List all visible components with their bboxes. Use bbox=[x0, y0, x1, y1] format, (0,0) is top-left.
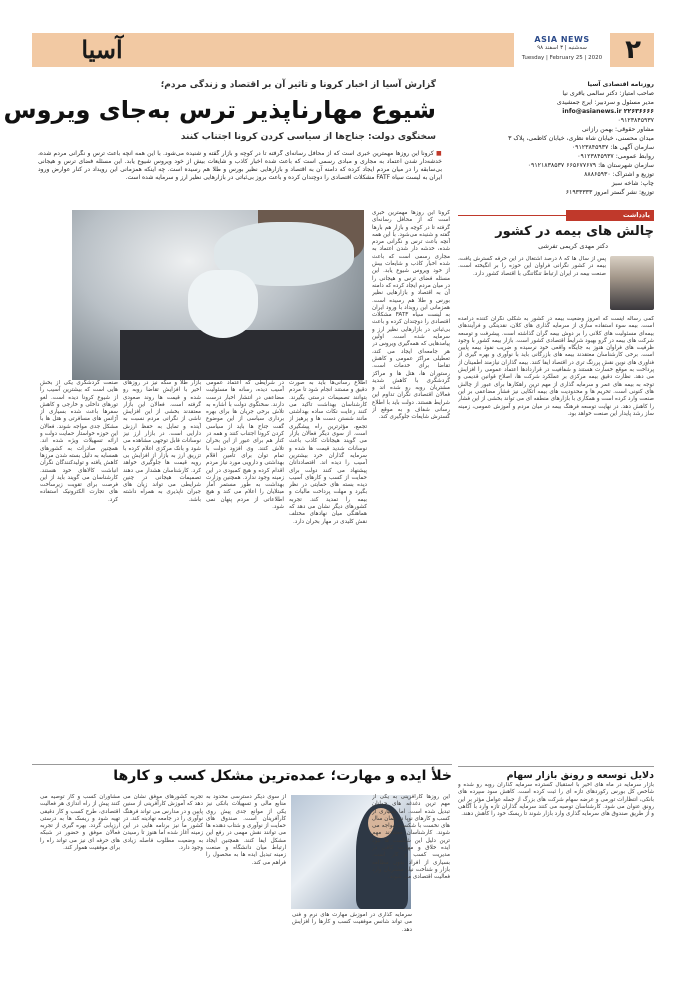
paper-name: ASIA NEWS bbox=[534, 35, 590, 44]
main-kicker: گزارش آسیا از اخبار کرونا و تاثیر آن بر اقتصاد و زندگی مردم؛ bbox=[160, 80, 436, 90]
market-article-body: بازار سرمایه در ماه های اخیر با استقبال گسترده سرمایه گذاران روبه رو شده و شاخص کل بورس رکوردهای تازه ای را ثبت کرده است. کاهش سود سپرده های بانکی، انتظارات تورمی و عرضه سهام شرکت های بزرگ از جمله عوامل مؤثر بر این رونق عنوان می شود. کارشناسان توصیه می کنند سرمایه گذاران تازه وارد با آگاهی و از طریق صندوق های سرمایه گذاری وارد بازار شوند تا ریسک خود را کاهش دهند. bbox=[458, 782, 654, 818]
sidebar-body: کمی رساله ایست که امروز وضعیت بیمه در کشور به شکلی نگران کننده درآمده است. بیمه سوء استفاده سازی از سرمایه گذاری های کلان، نقدینگی و فرآیندهای بیمه‌ای مسئولیت های کلانی را بر دوش بیمه گران گذاشته است. پیشرفت و توسعه شرکت های بیمه در گرو بهبود شرایط اقتصادی کشور است. بازار بیمه کشور با وجود ظرفیت های فراوان هنوز به جایگاه واقعی خود نرسیده و ضریب نفوذ بیمه پایین است. برخی کارشناسان معتقدند بیمه های بازرگانی باید با نوآوری و بهره گیری از فناوری های نوین نقش پررنگ تری در اقتصاد ایفا کنند. بیمه گذاران نیازمند اطمینان از پرداخت به موقع خسارت هستند و شفافیت در قراردادها اعتماد عمومی را افزایش می دهد. نظارت دقیق بیمه مرکزی بر عملکرد شرکت ها، اصلاح قوانین قدیمی و توجه به بیمه های عمر و سرمایه گذاری از مهم ترین راهکارها برای عبور از چالش های کنونی است. تحریم ها و محدودیت های بیمه اتکایی نیز فشار مضاعفی بر این صنعت وارد کرده است و همکاری با بازارهای منطقه ای می تواند بخشی از این فشار را کاهش دهد. در نهایت توسعه فرهنگ بیمه در میان مردم و آموزش عمومی، زمینه ساز رشد پایدار این صنعت خواهد بود. bbox=[458, 316, 654, 417]
info-line: info@asianews.ir ۲۲۶۳۶۶۶۶ bbox=[562, 108, 654, 115]
info-line: چاپ: شاخه سبز bbox=[611, 180, 654, 187]
info-line: سازمان آگهی ها: ۰۹۱۲۳۸۴۵۹۳۷ bbox=[571, 144, 654, 151]
info-line: مدیر مسئول و سردبیر: ایرج جمشیدی bbox=[556, 99, 654, 106]
lead-marker: ■ bbox=[436, 150, 442, 157]
info-line: سازمان شهرستان ها: ۶۶۵۶۷۷۶۷۹ ۰۹۱۲۱۸۳۸۵۳۷ bbox=[527, 162, 654, 169]
main-subhead: سخنگوی دولت: جناح‌ها از سیاسی کردن کرونا اجتناب کنند bbox=[180, 132, 436, 142]
main-lead bbox=[38, 150, 442, 200]
article-column: در شرایطی که اعتماد عمومی آسیب دیده، رسانه ها مسئولیت مضاعفی در انتشار اخبار درست دارند. سخنگوی دولت با اشاره به تلاش برخی جریان ها برای بهره برداری سیاسی از این موضوع گفت جناح ها باید از سیاسی کردن کرونا اجتناب کنند و همه در کنار هم برای عبور از این بحران تلاش کنند. وی افزود دولت با تمام توان برای تامین اقلام بهداشتی و دارویی مورد نیاز مردم اقدام کرده و هیچ کمبودی در این زمینه وجود ندارد. همچنین وزارت بهداشت به طور مستمر آمار مبتلایان را اعلام می کند و هیچ اطلاعاتی از مردم پنهان نمی شود. bbox=[206, 380, 284, 511]
article-column: این روزها کارآفرینی به یکی از مهم ترین دغدغه های جوانان تبدیل شده است. اما بسیاری از کسب و کارهای نوپا در همان سال های نخست با شکست مواجه می شوند. کارشناسان معتقدند مهم ترین دلیل این شکست ها نبود ایده خلاق و مهارت کافی در مدیریت کسب و کار است. بسیاری از افراد بدون مطالعه بازار و شناخت نیاز مشتریان وارد فعالیت اقتصادی می شوند. bbox=[372, 794, 450, 881]
newspaper-logo: آسیا bbox=[81, 35, 123, 64]
info-line: مشاور حقوقی: بهمن رازانی bbox=[581, 126, 654, 133]
lead-text: کرونا این روزها مهمترین خبری است که از محافل رسانه‌ای گرفته تا در کوچه و بازار گفته و شنیده می‌شود. با این همه آنچه باعث ترس و نگرانی مردم شده، خدشه‌دار شدن اعتماد به مجاری و مبادی رسمی است که باعث شده اخبار کاذب و شایعات بیش از خود ویروس شیوع یابد. این مسئله فضای ترس و هیجانی بی‌سابقه را در میان مردم ایجاد کرده که دامنه آن به اقتصاد و بازارهایی نظیر بورس و طلا هم رسیده است. چه اینکه همزمانی این رویداد در کنار عوارض ورود ایران به لیست سیاه FATF مشکلات اقتصادی را دوچندان کرده و باعث بروز بی‌ثباتی در بازارهایی نظیر ارز و سرمایه شده است. bbox=[38, 150, 442, 181]
info-line: صاحب امتیاز: دکتر سالمی باقری نیا bbox=[562, 90, 654, 97]
date-line: Tuesday | February 25 | 2020 bbox=[521, 55, 603, 61]
sidebar-lead: پس از سال ها که ۸ درصد اشتغال در این حرفه گسترش یافت، بیمه در کشور نگرانی فراوان این حوزه را بر انگیخته است. صنعت بیمه در ایران ارتباط تنگاتنگی با اقتصاد کشور دارد. bbox=[458, 256, 606, 277]
author-photo bbox=[610, 256, 654, 310]
publication-info bbox=[458, 80, 654, 197]
photo-mask bbox=[188, 270, 258, 338]
article-column: صنعت گردشگری یکی از بخش هایی است که بیشترین آسیب را از شیوع کرونا دیده است. لغو تورهای داخلی و خارجی و کاهش سفرها باعث شده بسیاری از آژانس های مسافرتی و هتل ها با مشکل جدی مواجه شوند. فعالان این حوزه خواستار حمایت دولت و ارائه تسهیلات ویژه شده اند. همچنین صادرات به کشورهای همسایه به دلیل بسته شدن مرزها کاهش یافته و تولیدکنندگان نگران انباشت کالاهای خود هستند. کارشناسان می گویند باید از این فرصت برای تقویت زیرساخت های تجارت الکترونیک استفاده کرد. bbox=[40, 380, 118, 503]
main-headline: شیوع مهارناپذیر ترس به‌جای ویروس bbox=[3, 96, 436, 124]
bottom-headline: خلأ ایده و مهارت؛ عمده‌ترین مشکل کسب و کارها bbox=[113, 768, 452, 784]
article-column: کرونا این روزها مهمترین خبری است که از محافل رسانه‌ای گرفته تا در کوچه و بازار هم بارها گفته و شنیده می‌شود. با این همه آنچه باعث ترس و نگرانی مردم شده، خدشه دار شدن اعتماد به مجاری رسمی است که باعث شده اخبار کاذب و شایعات بیش از خود ویروس شیوع یابد. این مسئله فضای ترس و هیجانی را در میان مردم ایجاد کرده که دامنه آن به اقتصاد و بازارهایی نظیر بورس و طلا هم رسیده است. همزمانی این رویداد با ورود ایران به لیست سیاه FATF مشکلات اقتصادی را دوچندان کرده و باعث بی‌ثباتی در بازارهایی نظیر ارز و سرمایه شده است. اولین پیامدهایی که همه‌گیری ویروس در هر جامعه‌ای ایجاد می کند، تعطیلی مراکز عمومی و کاهش تقاضا برای خدمات است. رستوران ها، هتل ها و مراکز گردشگری با کاهش شدید مشتریان روبه رو شده اند و فعالان اقتصادی نگران تداوم این شرایط هستند. دولت باید با اطلاع رسانی شفاف و به موقع از گسترش شایعات جلوگیری کند. bbox=[372, 210, 450, 421]
section-divider bbox=[458, 215, 566, 216]
info-line: روزنامه اقتصادی آسیا bbox=[587, 81, 654, 88]
info-line: توزیع و اشتراک: ۸۸۸۶۵۹۳۰ bbox=[584, 171, 654, 178]
sidebar-article-title: چالش های بیمه در کشور bbox=[495, 224, 654, 239]
info-line: ۰۹۱۲۳۸۴۵۹۳۷ bbox=[617, 117, 654, 124]
article-column: بازار طلا و سکه نیز در روزهای اخیر با افزایش تقاضا روبه رو شده و قیمت ها روند صعودی گرفته است. فعالان این بازار معتقدند بخشی از این افزایش ناشی از نگرانی مردم نسبت به آینده و تمایل به حفظ ارزش دارایی است. در بازار ارز نیز نوسانات قابل توجهی مشاهده می شود و بانک مرکزی اعلام کرده با تزریق ارز به بازار از افزایش بی رویه قیمت ها جلوگیری خواهد کرد. کارشناسان هشدار می دهند تصمیمات هیجانی در چنین شرایطی می تواند زیان های جبران ناپذیری به همراه داشته باشد. bbox=[123, 380, 201, 503]
section-tag: یادداشت bbox=[566, 210, 654, 221]
section-divider bbox=[32, 764, 452, 765]
article-column: تجربه کشورهای موفق نشان می دهد که آموزش کارآفرینی از سنین پایین و در مدارس می تواند فرهنگ نوآوری را در جامعه نهادینه کند. در کشور ما نیز برنامه هایی در این زمینه آغاز شده اما هنوز تا رسیدن به وضعیت مطلوب فاصله زیادی وجود دارد. bbox=[123, 794, 203, 852]
issue-line: سه‌شنبه | ۳ اسفند ۹۸ bbox=[537, 45, 587, 51]
info-line: روابط عمومی: ۰۹۱۲۳۸۴۵۹۳۷ bbox=[577, 153, 654, 160]
article-column: سرمایه گذاری در آموزش مهارت های نرم و فنی می تواند شانس موفقیت کسب و کارها را افزایش دهد. bbox=[292, 912, 412, 933]
sidebar-author: دکتر مهدی کریمی تفرشی bbox=[538, 242, 608, 250]
info-line: توزیع: نشر گستر امروز ۶۱۹۳۳۳۳۳ bbox=[565, 189, 654, 196]
page-number: ۲ bbox=[625, 35, 641, 65]
market-article-title: دلایل توسعه و رونق بازار سهام bbox=[458, 766, 654, 781]
info-line: میدان محسنی، خیابان شاه نظری، خیابان کاظمی، پلاک ۳ bbox=[508, 135, 654, 142]
photo-coat bbox=[120, 330, 364, 380]
article-column: مشاوران کسب و کار توصیه می کنند پیش از راه اندازی هر فعالیت اقتصادی، طرح کسب و کار دقیقی تهیه شود و ریسک ها به درستی ارزیابی گردد. بهره گیری از تجربه فعالان موفق و حضور در شبکه های حرفه ای نیز می تواند راه را برای موفقیت هموار کند. bbox=[40, 794, 120, 852]
article-column: از سوی دیگر دسترسی محدود به منابع مالی و تسهیلات بانکی نیز یکی از موانع جدی پیش روی کارآفرینان است. صندوق های حمایت از نوآوری و شتاب دهنده ها می توانند نقش مهمی در رفع این مشکل ایفا کنند. همچنین ایجاد ارتباط میان دانشگاه و صنعت زمینه تبدیل ایده ها به محصول را فراهم می کند. bbox=[206, 794, 286, 866]
article-column: اطلاع رسانی‌ها باید به صورت دقیق و مستند انجام شود تا مردم بتوانند تصمیمات درستی بگیرند. کارشناسان بهداشت تاکید می کنند رعایت نکات ساده بهداشتی مانند شستن دست ها و پرهیز از تجمع، مؤثرترین راه پیشگیری است. از سوی دیگر فعالان بازار می گویند هیجانات کاذب باعث نوسانات شدید قیمت ها شده و سرمایه گذاران خرد بیشترین آسیب را دیده اند. اقتصاددانان پیشنهاد می کنند دولت برای حمایت از کسب و کارهای آسیب دیده بسته های حمایتی در نظر بگیرد و مهلت پرداخت مالیات و بیمه را تمدید کند. تجربه کشورهای دیگر نشان می دهد که هماهنگی میان نهادهای مختلف نقش کلیدی در مهار بحران دارد. bbox=[289, 380, 367, 525]
